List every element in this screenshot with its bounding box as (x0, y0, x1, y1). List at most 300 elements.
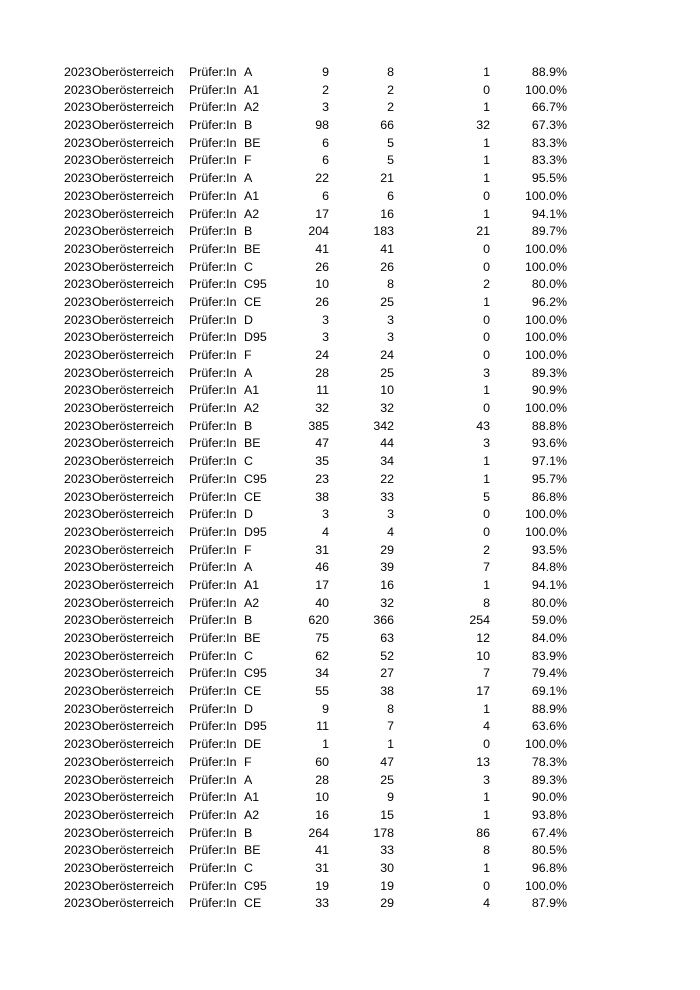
region-cell: Oberösterreich (92, 401, 174, 416)
passed-count-cell: 29 (380, 896, 394, 911)
failed-count-cell: 0 (483, 241, 490, 256)
pass-rate-cell: 93.5% (531, 542, 567, 557)
total-count-cell: 75 (315, 631, 329, 645)
license-class-cell: CE (244, 294, 262, 309)
failed-count-cell: 0 (483, 507, 490, 522)
license-class-cell: B (244, 118, 253, 133)
table-row (0, 347, 700, 365)
license-class-cell: F (244, 754, 252, 769)
license-class-cell: A2 (244, 807, 260, 822)
passed-count-cell: 41 (380, 241, 394, 256)
role-cell: Prüfer:In (189, 224, 237, 239)
pass-rate-cell: 100.0% (524, 348, 567, 362)
region-cell: Oberösterreich (92, 843, 174, 858)
pass-rate-cell: 90.0% (531, 790, 567, 805)
region-cell: Oberösterreich (92, 471, 174, 486)
passed-count-cell: 8 (387, 277, 394, 292)
passed-count-cell: 4 (387, 524, 394, 539)
passed-count-cell: 15 (380, 807, 394, 822)
role-cell: Prüfer:In (189, 241, 237, 256)
table-row (0, 188, 700, 206)
region-cell: Oberösterreich (92, 153, 174, 168)
passed-count-cell: 2 (387, 100, 394, 115)
total-count-cell: 28 (315, 772, 329, 787)
year-cell: 2023 (64, 348, 92, 362)
license-class-cell: C95 (244, 471, 267, 486)
failed-count-cell: 1 (483, 153, 490, 168)
license-class-cell: A (244, 560, 253, 575)
total-count-cell: 1 (322, 737, 329, 752)
year-cell: 2023 (64, 737, 92, 752)
year-cell: 2023 (64, 843, 92, 858)
region-cell: Oberösterreich (92, 772, 174, 787)
passed-count-cell: 47 (380, 754, 394, 769)
role-cell: Prüfer:In (189, 294, 237, 309)
passed-count-cell: 5 (387, 153, 394, 168)
failed-count-cell: 0 (483, 524, 490, 539)
passed-count-cell: 366 (373, 613, 394, 628)
table-row (0, 382, 700, 400)
passed-count-cell: 10 (380, 383, 394, 398)
pass-rate-cell: 67.4% (531, 825, 567, 840)
table-row (0, 241, 700, 259)
role-cell: Prüfer:In (189, 666, 237, 681)
failed-count-cell: 1 (483, 171, 490, 186)
data-table (0, 64, 700, 913)
failed-count-cell: 0 (483, 312, 490, 327)
pass-rate-cell: 87.9% (531, 896, 567, 911)
region-cell: Oberösterreich (92, 631, 174, 645)
table-row (0, 400, 700, 418)
pass-rate-cell: 100.0% (524, 82, 567, 97)
total-count-cell: 620 (308, 613, 329, 628)
license-class-cell: C (244, 648, 253, 663)
table-row (0, 135, 700, 153)
year-cell: 2023 (64, 471, 92, 486)
total-count-cell: 46 (315, 560, 329, 575)
total-count-cell: 11 (316, 719, 329, 734)
role-cell: Prüfer:In (189, 701, 237, 716)
year-cell: 2023 (64, 259, 92, 274)
license-class-cell: BE (244, 436, 261, 451)
license-class-cell: D95 (244, 719, 267, 734)
passed-count-cell: 8 (387, 65, 394, 79)
failed-count-cell: 86 (476, 825, 490, 840)
passed-count-cell: 5 (387, 135, 394, 150)
passed-count-cell: 66 (380, 118, 394, 133)
total-count-cell: 47 (315, 436, 329, 451)
pass-rate-cell: 79.4% (531, 666, 567, 681)
year-cell: 2023 (64, 631, 92, 645)
license-class-cell: A1 (244, 383, 260, 398)
passed-count-cell: 7 (387, 719, 394, 734)
table-row (0, 471, 700, 489)
failed-count-cell: 10 (476, 648, 490, 663)
passed-count-cell: 2 (387, 82, 394, 97)
region-cell: Oberösterreich (92, 259, 174, 274)
passed-count-cell: 342 (373, 418, 394, 433)
region-cell: Oberösterreich (92, 383, 174, 398)
year-cell: 2023 (64, 135, 92, 150)
role-cell: Prüfer:In (189, 65, 237, 79)
region-cell: Oberösterreich (92, 312, 174, 327)
role-cell: Prüfer:In (189, 489, 237, 504)
passed-count-cell: 16 (380, 577, 394, 592)
region-cell: Oberösterreich (92, 135, 174, 150)
license-class-cell: A (244, 171, 253, 186)
passed-count-cell: 8 (387, 701, 394, 716)
total-count-cell: 26 (315, 259, 329, 274)
role-cell: Prüfer:In (189, 153, 237, 168)
region-cell: Oberösterreich (92, 878, 174, 893)
pass-rate-cell: 67.3% (531, 118, 567, 133)
passed-count-cell: 6 (387, 188, 394, 203)
license-class-cell: A (244, 772, 253, 787)
table-row (0, 117, 700, 135)
table-row (0, 754, 700, 772)
year-cell: 2023 (64, 224, 92, 239)
passed-count-cell: 9 (387, 790, 394, 805)
total-count-cell: 41 (315, 843, 329, 858)
passed-count-cell: 33 (380, 843, 394, 858)
passed-count-cell: 21 (380, 171, 394, 186)
total-count-cell: 6 (322, 153, 329, 168)
table-row (0, 665, 700, 683)
failed-count-cell: 1 (483, 294, 490, 309)
license-class-cell: D (244, 312, 253, 327)
license-class-cell: A2 (244, 595, 260, 610)
role-cell: Prüfer:In (189, 365, 237, 380)
table-row (0, 648, 700, 666)
failed-count-cell: 4 (483, 719, 490, 734)
total-count-cell: 19 (315, 878, 329, 893)
table-row (0, 82, 700, 100)
pass-rate-cell: 100.0% (524, 259, 567, 274)
license-class-cell: C95 (244, 666, 267, 681)
failed-count-cell: 1 (483, 471, 490, 486)
year-cell: 2023 (64, 401, 92, 416)
license-class-cell: DE (244, 737, 262, 752)
pass-rate-cell: 100.0% (524, 241, 567, 256)
total-count-cell: 41 (315, 241, 329, 256)
pass-rate-cell: 90.9% (531, 383, 567, 398)
failed-count-cell: 1 (483, 701, 490, 716)
region-cell: Oberösterreich (92, 507, 174, 522)
year-cell: 2023 (64, 701, 92, 716)
license-class-cell: CE (244, 684, 262, 699)
pass-rate-cell: 95.5% (531, 171, 567, 186)
failed-count-cell: 1 (483, 807, 490, 822)
failed-count-cell: 1 (483, 383, 490, 398)
table-row (0, 789, 700, 807)
year-cell: 2023 (64, 560, 92, 575)
passed-count-cell: 25 (380, 772, 394, 787)
role-cell: Prüfer:In (189, 135, 237, 150)
failed-count-cell: 8 (483, 843, 490, 858)
passed-count-cell: 24 (380, 348, 394, 362)
year-cell: 2023 (64, 82, 92, 97)
total-count-cell: 385 (308, 418, 329, 433)
year-cell: 2023 (64, 666, 92, 681)
total-count-cell: 35 (315, 454, 329, 469)
table-row (0, 99, 700, 117)
role-cell: Prüfer:In (189, 737, 237, 752)
region-cell: Oberösterreich (92, 666, 174, 681)
year-cell: 2023 (64, 454, 92, 469)
pass-rate-cell: 89.7% (531, 224, 567, 239)
region-cell: Oberösterreich (92, 348, 174, 362)
total-count-cell: 6 (322, 135, 329, 150)
table-row (0, 276, 700, 294)
pass-rate-cell: 83.3% (531, 153, 567, 168)
total-count-cell: 11 (316, 383, 329, 398)
total-count-cell: 38 (315, 489, 329, 504)
pass-rate-cell: 100.0% (524, 507, 567, 522)
license-class-cell: C95 (244, 878, 267, 893)
pass-rate-cell: 88.9% (531, 701, 567, 716)
region-cell: Oberösterreich (92, 241, 174, 256)
failed-count-cell: 7 (483, 666, 490, 681)
region-cell: Oberösterreich (92, 365, 174, 380)
total-count-cell: 24 (315, 348, 329, 362)
total-count-cell: 10 (315, 277, 329, 292)
pass-rate-cell: 80.5% (531, 843, 567, 858)
total-count-cell: 3 (322, 507, 329, 522)
table-row (0, 595, 700, 613)
failed-count-cell: 13 (476, 754, 490, 769)
region-cell: Oberösterreich (92, 454, 174, 469)
failed-count-cell: 3 (483, 365, 490, 380)
total-count-cell: 23 (315, 471, 329, 486)
region-cell: Oberösterreich (92, 754, 174, 769)
year-cell: 2023 (64, 241, 92, 256)
year-cell: 2023 (64, 153, 92, 168)
license-class-cell: C95 (244, 277, 267, 292)
pass-rate-cell: 66.7% (531, 100, 567, 115)
year-cell: 2023 (64, 489, 92, 504)
failed-count-cell: 12 (476, 631, 490, 645)
failed-count-cell: 4 (483, 896, 490, 911)
failed-count-cell: 3 (483, 436, 490, 451)
passed-count-cell: 1 (387, 737, 394, 752)
failed-count-cell: 0 (483, 737, 490, 752)
table-row (0, 559, 700, 577)
role-cell: Prüfer:In (189, 259, 237, 274)
total-count-cell: 98 (315, 118, 329, 133)
pass-rate-cell: 83.3% (531, 135, 567, 150)
failed-count-cell: 1 (483, 577, 490, 592)
region-cell: Oberösterreich (92, 860, 174, 875)
table-row (0, 152, 700, 170)
role-cell: Prüfer:In (189, 330, 237, 345)
table-row (0, 718, 700, 736)
region-cell: Oberösterreich (92, 82, 174, 97)
pass-rate-cell: 63.6% (531, 719, 567, 734)
year-cell: 2023 (64, 524, 92, 539)
license-class-cell: A (244, 65, 253, 79)
pass-rate-cell: 59.0% (531, 613, 567, 628)
license-class-cell: CE (244, 489, 262, 504)
pass-rate-cell: 86.8% (531, 489, 567, 504)
year-cell: 2023 (64, 648, 92, 663)
total-count-cell: 32 (315, 401, 329, 416)
table-row (0, 506, 700, 524)
total-count-cell: 22 (315, 171, 329, 186)
role-cell: Prüfer:In (189, 348, 237, 362)
failed-count-cell: 1 (483, 790, 490, 805)
license-class-cell: F (244, 348, 252, 362)
year-cell: 2023 (64, 277, 92, 292)
total-count-cell: 264 (308, 825, 329, 840)
table-row (0, 842, 700, 860)
year-cell: 2023 (64, 878, 92, 893)
role-cell: Prüfer:In (189, 631, 237, 645)
total-count-cell: 17 (315, 577, 329, 592)
table-row (0, 612, 700, 630)
passed-count-cell: 183 (373, 224, 394, 239)
region-cell: Oberösterreich (92, 613, 174, 628)
license-class-cell: A2 (244, 206, 260, 221)
passed-count-cell: 3 (387, 330, 394, 345)
role-cell: Prüfer:In (189, 507, 237, 522)
role-cell: Prüfer:In (189, 524, 237, 539)
year-cell: 2023 (64, 312, 92, 327)
role-cell: Prüfer:In (189, 401, 237, 416)
role-cell: Prüfer:In (189, 454, 237, 469)
year-cell: 2023 (64, 896, 92, 911)
region-cell: Oberösterreich (92, 118, 174, 133)
role-cell: Prüfer:In (189, 118, 237, 133)
pass-rate-cell: 89.3% (531, 365, 567, 380)
failed-count-cell: 1 (483, 135, 490, 150)
failed-count-cell: 0 (483, 348, 490, 362)
role-cell: Prüfer:In (189, 383, 237, 398)
pass-rate-cell: 84.8% (531, 560, 567, 575)
year-cell: 2023 (64, 577, 92, 592)
region-cell: Oberösterreich (92, 65, 174, 79)
year-cell: 2023 (64, 171, 92, 186)
pass-rate-cell: 100.0% (524, 312, 567, 327)
year-cell: 2023 (64, 100, 92, 115)
total-count-cell: 16 (315, 807, 329, 822)
year-cell: 2023 (64, 542, 92, 557)
region-cell: Oberösterreich (92, 206, 174, 221)
total-count-cell: 2 (322, 82, 329, 97)
pass-rate-cell: 100.0% (524, 737, 567, 752)
region-cell: Oberösterreich (92, 719, 174, 734)
role-cell: Prüfer:In (189, 418, 237, 433)
total-count-cell: 34 (315, 666, 329, 681)
total-count-cell: 204 (308, 224, 329, 239)
region-cell: Oberösterreich (92, 224, 174, 239)
year-cell: 2023 (64, 507, 92, 522)
passed-count-cell: 39 (380, 560, 394, 575)
region-cell: Oberösterreich (92, 100, 174, 115)
passed-count-cell: 32 (380, 595, 394, 610)
pass-rate-cell: 88.8% (531, 418, 567, 433)
license-class-cell: B (244, 613, 253, 628)
passed-count-cell: 32 (380, 401, 394, 416)
passed-count-cell: 27 (380, 666, 394, 681)
year-cell: 2023 (64, 613, 92, 628)
year-cell: 2023 (64, 719, 92, 734)
license-class-cell: A2 (244, 100, 260, 115)
pass-rate-cell: 93.6% (531, 436, 567, 451)
region-cell: Oberösterreich (92, 560, 174, 575)
passed-count-cell: 52 (380, 648, 394, 663)
license-class-cell: B (244, 224, 253, 239)
table-row (0, 701, 700, 719)
role-cell: Prüfer:In (189, 719, 237, 734)
failed-count-cell: 0 (483, 330, 490, 345)
role-cell: Prüfer:In (189, 436, 237, 451)
table-row (0, 329, 700, 347)
year-cell: 2023 (64, 772, 92, 787)
year-cell: 2023 (64, 65, 92, 79)
role-cell: Prüfer:In (189, 807, 237, 822)
passed-count-cell: 26 (380, 259, 394, 274)
failed-count-cell: 2 (483, 277, 490, 292)
license-class-cell: F (244, 542, 252, 557)
region-cell: Oberösterreich (92, 825, 174, 840)
total-count-cell: 31 (315, 542, 329, 557)
region-cell: Oberösterreich (92, 684, 174, 699)
total-count-cell: 4 (322, 524, 329, 539)
year-cell: 2023 (64, 330, 92, 345)
passed-count-cell: 22 (380, 471, 394, 486)
total-count-cell: 31 (315, 860, 329, 875)
year-cell: 2023 (64, 684, 92, 699)
table-row (0, 453, 700, 471)
region-cell: Oberösterreich (92, 294, 174, 309)
year-cell: 2023 (64, 595, 92, 610)
passed-count-cell: 3 (387, 507, 394, 522)
failed-count-cell: 1 (483, 65, 490, 79)
role-cell: Prüfer:In (189, 471, 237, 486)
region-cell: Oberösterreich (92, 737, 174, 752)
license-class-cell: D (244, 507, 253, 522)
failed-count-cell: 254 (469, 613, 490, 628)
failed-count-cell: 5 (483, 489, 490, 504)
table-row (0, 294, 700, 312)
total-count-cell: 9 (322, 701, 329, 716)
failed-count-cell: 2 (483, 542, 490, 557)
role-cell: Prüfer:In (189, 560, 237, 575)
total-count-cell: 40 (315, 595, 329, 610)
table-row (0, 312, 700, 330)
failed-count-cell: 0 (483, 259, 490, 274)
license-class-cell: C (244, 259, 253, 274)
license-class-cell: CE (244, 896, 262, 911)
year-cell: 2023 (64, 188, 92, 203)
total-count-cell: 17 (315, 206, 329, 221)
total-count-cell: 3 (322, 312, 329, 327)
year-cell: 2023 (64, 365, 92, 380)
total-count-cell: 26 (315, 294, 329, 309)
table-row (0, 365, 700, 383)
failed-count-cell: 3 (483, 772, 490, 787)
license-class-cell: BE (244, 631, 261, 645)
pass-rate-cell: 94.1% (531, 206, 567, 221)
failed-count-cell: 1 (483, 454, 490, 469)
table-row (0, 577, 700, 595)
failed-count-cell: 1 (483, 860, 490, 875)
table-row (0, 878, 700, 896)
passed-count-cell: 38 (380, 684, 394, 699)
passed-count-cell: 33 (380, 489, 394, 504)
year-cell: 2023 (64, 754, 92, 769)
license-class-cell: A1 (244, 188, 260, 203)
